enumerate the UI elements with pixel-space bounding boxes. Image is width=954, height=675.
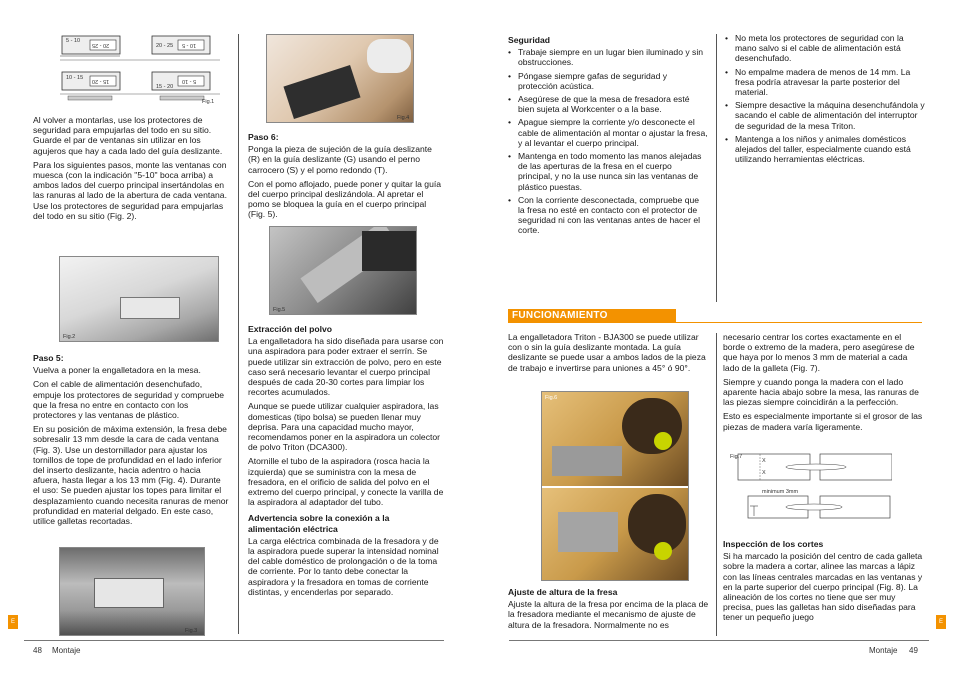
centrar-p2: Siempre y cuando ponga la madera con el lado aparente hacia abajo sobre la mesa, las ranuras de las piezas siempre coincidirán a la perfección. (723, 376, 919, 408)
fig5-caption: Fig.5 (273, 307, 286, 313)
advertencia-p1: La carga eléctrica combinada de la fresadora y de la aspiradora puede superar la intensidad nominal del cable doméstico de prolongación o de la toma de corriente. Por lo tanto debe conectar la aspiradora y la fresadora en tomas de corriente distintas, y encenderlas por separado. (248, 535, 439, 597)
right-language-tab: E (936, 615, 946, 629)
right-column-3 (508, 332, 708, 377)
paso5-title: Paso 5: (33, 353, 64, 363)
fig4-caption: Fig.4 (397, 115, 410, 121)
right-page (477, 0, 954, 675)
seguridad-item: • Con la corriente desconectada, compruebe que la fresa no esté en contacto con el protector de seguridad ni con las ventanas antes de hacer el corte. (508, 195, 708, 236)
paso5-p2: Con el cable de alimentación desenchufado, empuje los protectores de seguridad y compruebe que la fresa no entre en contacto con los protectores y las ventanas de plástico. (33, 379, 225, 421)
fig6-table-top (552, 446, 622, 476)
right-column-4b (723, 537, 923, 627)
paso6-p1: Ponga la pieza de sujeción de la guía deslizante (R) en la guía deslizante (G) usando el perno carrocero (S) y el pomo redondo (T). (248, 144, 432, 175)
fig5-photo (269, 226, 417, 315)
fig7-svg (728, 450, 892, 532)
fig7-caption: Fig.7 (730, 454, 743, 460)
funcionamiento-rule (676, 322, 922, 323)
right-footer-section: Montaje (869, 646, 898, 655)
paso5-p1: Vuelva a poner la engalletadora en la mesa. (33, 365, 201, 376)
fig1-label-e: 10 - 5 (182, 42, 197, 48)
advertencia-title: Advertencia sobre la conexión a la alimentación eléctrica (248, 513, 390, 534)
centrar-p3: Esto es especialmente importante si el grosor de las piezas de madera varía ligeramente. (723, 411, 923, 432)
seguridad-item: • Póngase siempre gafas de seguridad y protección acústica. (508, 71, 708, 91)
fig7-x-bottom: X (762, 470, 766, 476)
ajuste-title: Ajuste de altura de la fresa (508, 587, 618, 597)
fig1-label-g: 20 - 25 (92, 42, 110, 48)
fig6-headphones-bottom (654, 542, 672, 560)
right-column-3b (508, 585, 713, 634)
right-column-1 (508, 33, 708, 239)
fig1-caption: Fig.1 (202, 99, 215, 105)
fig7-x-top: X (762, 458, 766, 464)
fig2-caption: Fig.2 (63, 334, 76, 340)
extraccion-title: Extracción del polvo (248, 324, 333, 334)
fig1-label-h: 15 - 20 (92, 78, 110, 84)
seguridad-item: • Asegúrese de que la mesa de fresadora esté bien sujeta al Workcenter o a la base. (508, 94, 708, 114)
fig1-label-f: 5 - 10 (182, 78, 197, 84)
left-footer-section: Montaje (52, 646, 81, 655)
right-column-2 (725, 33, 925, 167)
seguridad-item: • No empalme madera de menos de 14 mm. La fresa podría atravesar la parte posterior del material. (725, 67, 925, 98)
left-language-tab: E (8, 615, 18, 629)
right-page-number: 49 (909, 646, 918, 655)
seguridad-item: • Apague siempre la corriente y/o desconecte el cable de alimentación al montar o ajustar la fresa, y al levantar el cuerpo principal. (508, 117, 708, 148)
right-top-divider (716, 34, 717, 302)
intro-text: Al volver a montarlas, use los protectores de seguridad para empujarlas del todo en su sitio. Guarde el par de ventanas sin utilizar en los agujeros que hay a cada lado del guía deslizante. (33, 115, 223, 156)
left-column-1 (33, 115, 229, 225)
left-page-number: 48 (33, 646, 42, 655)
fig6-table-bottom (558, 512, 618, 552)
seguridad-item: • Mantenga en todo momento las manos alejadas de las aperturas de la fresa en el cuerpo principal, y no la use nunca sin las ventanas de plástico puestas. (508, 151, 708, 192)
right-column-4 (723, 332, 923, 436)
seguridad-list (508, 47, 708, 235)
fig7-minimum-label: minimum 3mm (762, 489, 799, 495)
fig1-label-a: 5 - 10 (66, 38, 81, 44)
right-bottom-divider (716, 333, 717, 636)
left-footer-line (24, 640, 444, 641)
seguridad-item: • Mantenga a los niños y animales domésticos alejados del taller, especialmente cuando está utilizando herramientas eléctricas. (725, 134, 925, 165)
fig4-hand (367, 39, 411, 73)
paso6-p2: Con el pomo aflojado, puede poner y quitar la guía del cuerpo principal deslizándola. Al apretar el pomo se bloquea la guía en el cuerpo principal (Fig. 5). (248, 178, 442, 220)
centrar-p1: necesario centrar los cortes exactamente en el borde o extremo de la madera, pero asegúrese de que haya por lo menos 3 mm de material a cada lado de la galleta (Fig. 7). (723, 332, 915, 373)
extraccion-p2: Aunque se puede utilizar cualquier aspiradora, las domesticas (tipo bolsa) se pueden llenar muy deprisa. Para una capacidad mucho mayor, recomendamos poner en la aspiradora un colector de polvo Triton (DCA300). (248, 401, 441, 453)
left-column-1b (33, 351, 229, 530)
fig1-label-d: 15 - 20 (156, 84, 174, 90)
fig6-headphones-top (654, 432, 672, 450)
funcionamiento-heading: FUNCIONAMIENTO (508, 309, 676, 323)
left-column-2b (248, 322, 444, 601)
paso5-p3: En su posición de máxima extensión, la fresa debe sobresalir 13 mm desde la cara de cada ventana (Fig. 3). Use un destornillador para ajustar los tornillos de tope de profundidad en el lado inferior del inserto deslizante, hacia adentro o hacia afuera, hasta llegar a los 13 mm (Fig. 4). Durante el uso: Se pueden ajustar los topes para limitar el desplazamiento cuando necesita ranuras de menor profundidad en material delgado. En este caso, utilice galletas recortadas. (33, 424, 229, 527)
fig2-photo (59, 256, 219, 342)
seguridad-item: • Siempre desactive la máquina desenchufándola y sacando el cable de alimentación del interruptor de seguridad de la mesa Triton. (725, 100, 925, 131)
right-footer-line (509, 640, 929, 641)
ajuste-p1: Ajuste la altura de la fresa por encima de la placa de la fresadora mediante el mecanismo de ajuste de altura de la fresadora. Normalmente no es (508, 599, 709, 630)
fig1-label-b: 20 - 25 (156, 43, 174, 49)
fig3-caption: Fig.3 (185, 628, 198, 634)
seguridad-item: • No meta los protectores de seguridad con la mano salvo si el cable de alimentación está desenchufado. (725, 33, 925, 64)
extraccion-p3: Atornille el tubo de la aspiradora (rosca hacia la izquierda) que se suministra con la mesa de fresadora, en el orificio de salida del polvo en el extremo del cuerpo principal, y conecte la varilla de la aspiradora al adaptador del tubo. (248, 456, 444, 508)
paragraph-ventanas: Para los siguientes pasos, monte las ventanas con muesca (con la indicación "5-10" boca arriba) a ambos lados del cuerpo principal insertándolas en las ranuras al lado de la abertura de cada ventana. Use los protectores de seguridad para empujarlas del todo en su sitio (Fig. 2). (33, 159, 227, 221)
fig6-person-top (622, 398, 682, 454)
seguridad-list-2 (725, 33, 925, 164)
inspeccion-title: Inspección de los cortes (723, 539, 824, 549)
inspeccion-p1: Si ha marcado la posición del centro de cada galleta sobre la madera a cortar, alinee las marcas a lápiz con las líneas centrales marcadas en las ventanas y en la parte superior del cuerpo principal (Fig. 8). La alineación de los cortes no tiene que ser muy precisa, pues las galletas han sido diseñadas para tener un pequeño juego (723, 551, 923, 623)
extraccion-p1: La engalletadora ha sido diseñada para usarse con una aspiradora para poder extraer el serrín. Se puede utilizar sin extracción de polvo, pero en este caso será necesario levantar el cuerpo principal después de cada 20-30 cortes para limpiar los recortes acumulados. (248, 336, 444, 398)
fig1-diagram (60, 34, 220, 108)
fig6-caption: Fig.6 (545, 395, 558, 401)
paso6-title: Paso 6: (248, 132, 279, 142)
fig3-window (94, 578, 164, 608)
fig4-photo (266, 34, 414, 123)
fig5-tool (362, 231, 416, 271)
funcionamiento-intro: La engalletadora Triton - BJA300 se puede utilizar con o sin la guía deslizante montada. La guía deslizante se puede usar a ambos lados de la pieza de trabajo e invertirse para uniones a 45° ó 90°. (508, 332, 706, 373)
fig1-label-c: 10 - 15 (66, 75, 84, 81)
left-column-divider (238, 34, 239, 634)
fig7-diagram (728, 450, 892, 532)
seguridad-item: • Trabaje siempre en un lugar bien iluminado y sin obstrucciones. (508, 47, 708, 67)
seguridad-title: Seguridad (508, 35, 551, 45)
fig2-window (120, 297, 180, 319)
fig6-photo (541, 391, 689, 581)
left-column-2a (248, 130, 444, 224)
fig3-photo (59, 547, 205, 636)
